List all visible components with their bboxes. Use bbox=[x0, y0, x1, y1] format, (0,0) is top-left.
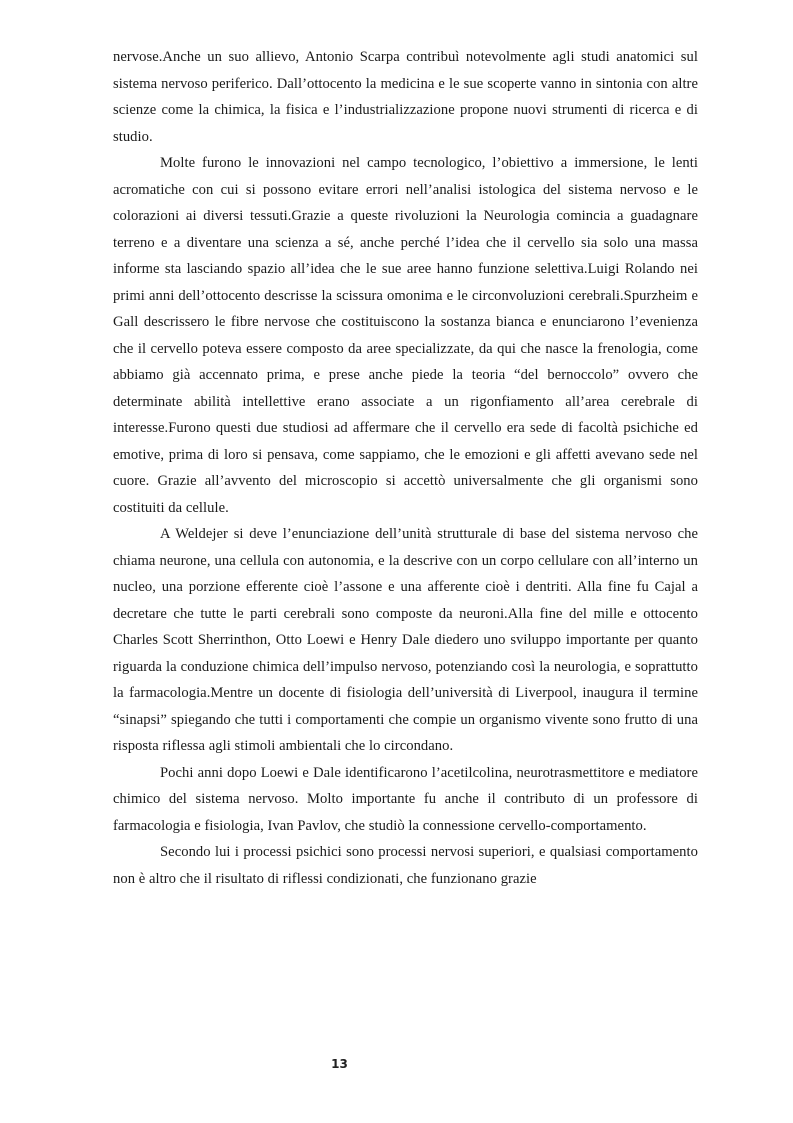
paragraph-pavlov: Secondo lui i processi psichici sono processi nervosi superiori, e qualsiasi comportamento non è altro che il risultato di riflessi condizionati, che funzionano grazie bbox=[113, 844, 698, 887]
paragraph-continuation: nervose.Anche un suo allievo, Antonio Scarpa contribuì notevolmente agli studi anatomici sul sistema nervoso periferico. Dall’ottocento la medicina e le sue scoperte vanno in sintonia con altre scienze come la chimica, la fisica e l’industrializzazione propone nuovi strumenti di ricerca e di studio. bbox=[113, 49, 698, 145]
document-body bbox=[113, 44, 698, 892]
paragraph-innovations: Molte furono le innovazioni nel campo tecnologico, l’obiettivo a immersione, le lenti acromatiche con cui si possono evitare errori nell’analisi istologica del sistema nervoso e le colorazioni ai diversi tessuti.Grazie a queste rivoluzioni la Neurologia comincia a guadagnare terreno e a diventare una scienza a sé, anche perché l’idea che il cervello sia solo una massa informe sta lasciando spazio all’idea che le sue aree hanno funzione selettiva.Luigi Rolando nei primi anni dell’ottocento descrisse la scissura omonima e le circonvoluzioni cerebrali.Spurzheim e Gall descrissero le fibre nervose che costituiscono la sostanza bianca e enunciarono l’evenienza che il cervello poteva essere composto da aree specializzate, da qui che nasce la frenologia, come abbiamo già accennato prima, e prese anche piede la teoria “del bernoccolo” ovvero che determinate abilità intellettive erano associate a un rigonfiamento all’area cerebrale di interesse.Furono questi due studiosi ad affermare che il cervello era sede di facoltà psichiche ed emotive, prima di loro si pensava, come sappiamo, che le emozioni e gli affetti avevano sede nel cuore. Grazie all’avvento del microscopio si accettò universalmente che gli organismi sono costituiti da cellule. bbox=[113, 155, 698, 516]
paragraph-neuron: A Weldejer si deve l’enunciazione dell’unità strutturale di base del sistema nervoso che chiama neurone, una cellula con autonomia, e la descrive con un corpo cellulare con all’interno un nucleo, una porzione efferente cioè l’assone e una afferente cioè i dentriti. Alla fine fu Cajal a decretare che tutte le parti cerebrali sono composte da neuroni.Alla fine del mille e ottocento Charles Scott Sherrinthon, Otto Loewi e Henry Dale diedero uno sviluppo importante per quanto riguarda la conduzione chimica dell’impulso nervoso, potenziando così la neurologia, e soprattutto la farmacologia.Mentre un docente di fisiologia dell’università di Liverpool, inaugura il termine “sinapsi” spiegando che tutti i comportamenti che compie un organismo vivente sono frutto di una risposta riflessa agli stimoli ambientali che lo circondano. bbox=[113, 526, 698, 754]
page-footer bbox=[0, 1057, 793, 1071]
page-number: 13 bbox=[331, 1057, 348, 1071]
paragraph-acetylcholine: Pochi anni dopo Loewi e Dale identificarono l’acetilcolina, neurotrasmettitore e mediatore chimico del sistema nervoso. Molto importante fu anche il contributo di un professore di farmacologia e fisiologia, Ivan Pavlov, che studiò la connessione cervello-comportamento. bbox=[113, 764, 698, 834]
